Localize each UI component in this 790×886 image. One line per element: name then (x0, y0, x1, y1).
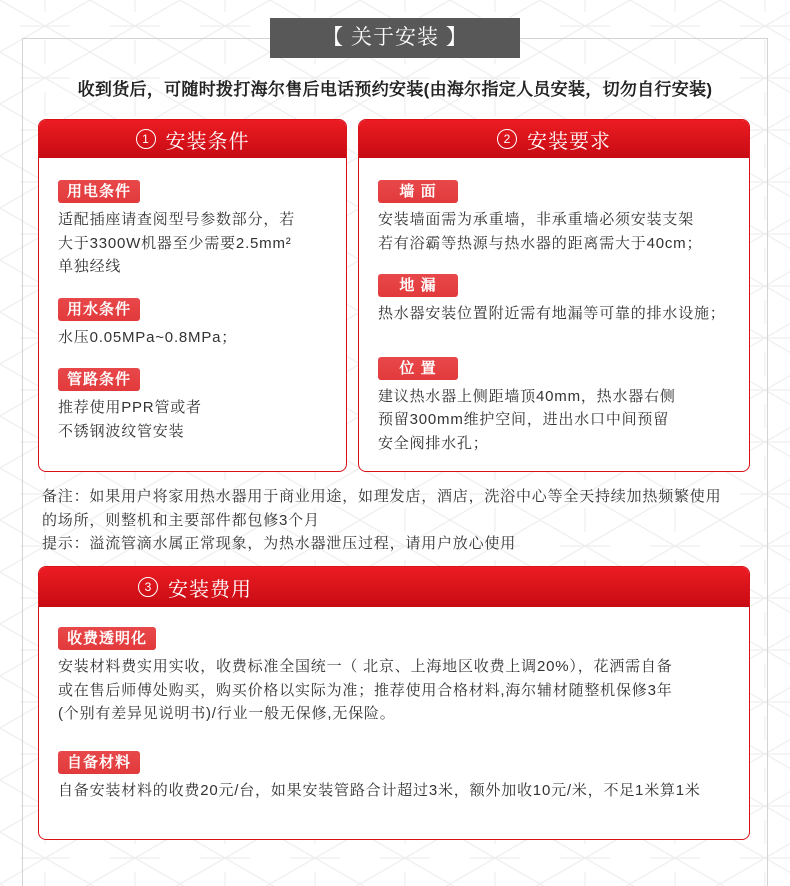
card-title: 安装条件 (165, 130, 250, 153)
note-line: 的场所，则整机和主要部件都包修3个月 (42, 511, 320, 529)
text-line: 安装墙面需为承重墙，非承重墙必须安装支架 (378, 211, 695, 228)
card-install-fees (38, 566, 750, 840)
card-header (39, 120, 346, 158)
text-line: 安全阀排水孔； (378, 434, 489, 452)
step-number-badge: 1 (136, 129, 156, 149)
section-text (58, 326, 237, 350)
card-install-requirements (358, 119, 750, 472)
section-tag: 收费透明化 (58, 627, 156, 650)
section-position (378, 357, 749, 456)
notes-block (42, 485, 721, 556)
card-header (39, 567, 749, 607)
text-line: (个别有差异见说明书)/行业一般无保修,无保险。 (58, 705, 396, 722)
intro-text: 收到货后，可随时拨打海尔售后电话预约安装(由海尔指定人员安装，切勿自行安装) (77, 80, 713, 99)
section-own-materials (58, 751, 749, 803)
section-tag: 用电条件 (58, 180, 140, 203)
section-electricity (58, 180, 346, 279)
tip-line: 提示：溢流管滴水属正常现象，为热水器泄压过程，请用户放心使用 (42, 535, 517, 552)
step-number-badge: 2 (497, 129, 517, 149)
text-line: 自备安装材料的收费20元/台，如果安装管路合计超过3米，额外加收10元/米，不足1米算1米 (58, 781, 701, 799)
section-text (58, 396, 202, 443)
section-text (58, 779, 701, 803)
step-number-badge: 3 (138, 577, 158, 597)
text-line: 或在售后师傅处购买，购买价格以实际为准；推荐使用合格材料,海尔辅材随整机保修3年 (58, 681, 673, 699)
section-text (378, 208, 702, 255)
section-piping (58, 368, 346, 443)
section-tag: 地 漏 (378, 274, 458, 297)
card-install-conditions (38, 119, 347, 472)
text-line: 建议热水器上侧距墙顶40mm，热水器右侧 (378, 387, 676, 405)
section-text (378, 302, 726, 326)
section-title-banner (270, 18, 520, 58)
section-tag: 墙 面 (378, 180, 458, 203)
card-body (359, 158, 749, 455)
section-tag: 管路条件 (58, 368, 140, 391)
card-body (39, 158, 346, 443)
card-body (39, 607, 749, 802)
text-line: 适配插座请查阅型号参数部分，若 (58, 211, 296, 228)
section-tag: 自备材料 (58, 751, 140, 774)
section-water (58, 298, 346, 350)
section-tag: 用水条件 (58, 298, 140, 321)
text-line: 安装材料费实用实收，收费标准全国统一（ 北京、上海地区收费上调20%），花洒需自备 (58, 658, 673, 675)
card-title: 安装要求 (527, 130, 611, 153)
text-line: 不锈钢波纹管安装 (58, 422, 185, 440)
section-wall (378, 180, 749, 255)
section-title: 【 关于安装 】 (322, 26, 468, 49)
text-line: 预留300mm维护空间，进出水口中间预留 (378, 411, 670, 428)
section-floor-drain (378, 274, 749, 326)
text-line: 热水器安装位置附近需有地漏等可靠的排水设施； (378, 305, 726, 322)
section-fee-transparency (58, 627, 749, 726)
text-line: 大于3300W机器至少需要2.5mm² (58, 234, 292, 252)
note-line: 备注：如果用户将家用热水器用于商业用途，如理发店，酒店，洗浴中心等全天持续加热频繁使用 (42, 488, 722, 505)
text-line: 若有浴霸等热源与热水器的距离需大于40cm； (378, 234, 703, 252)
text-line: 水压0.05MPa~0.8MPa； (58, 328, 238, 346)
section-text (58, 655, 673, 726)
section-text (58, 208, 295, 279)
section-tag: 位 置 (378, 357, 458, 380)
card-title: 安装费用 (168, 578, 252, 601)
text-line: 推荐使用PPR管或者 (58, 399, 202, 416)
section-text (378, 385, 676, 456)
text-line: 单独经线 (58, 258, 122, 275)
card-header (359, 120, 749, 158)
